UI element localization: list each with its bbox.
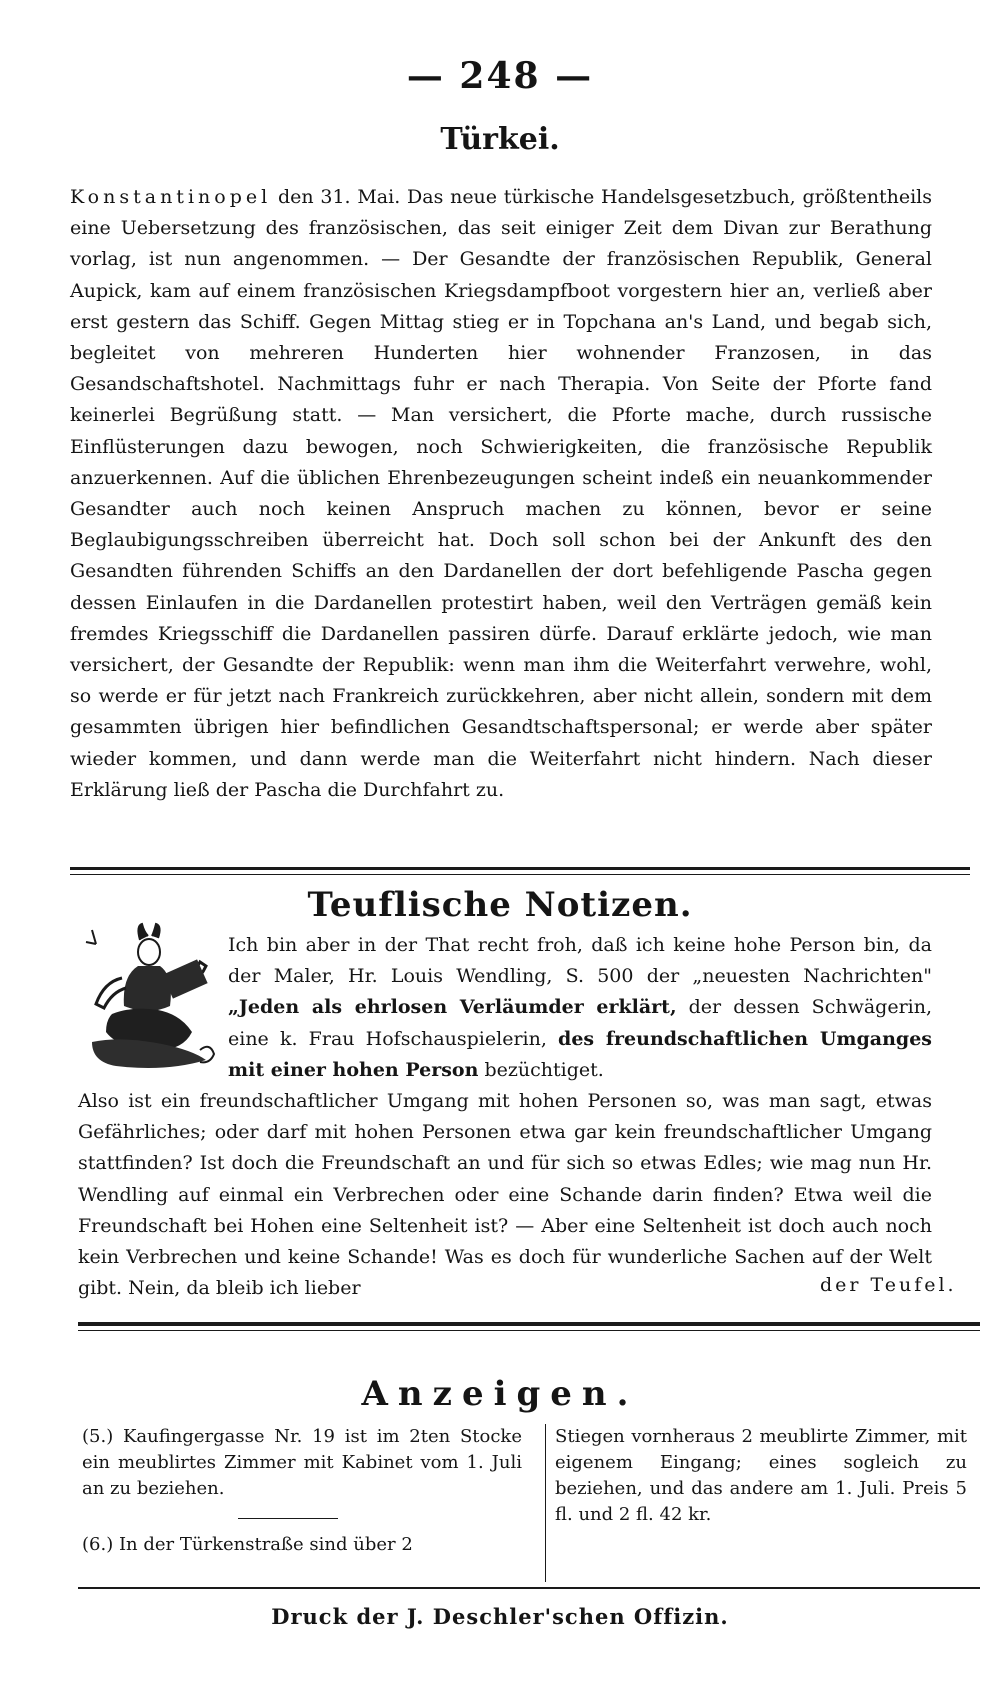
section-divider [70, 867, 970, 870]
notizen-paragraph-2: Also ist ein freundschaftlicher Umgang mit hohen Personen so, was man sagt, etwas Gefährliches; oder darf mit hohen Personen etwa gar kein freundschaftlicher Umgang stattfinden? Ist doch die Freundschaft an und für sich so etwas Edles; wie mag nun Hr. Wendling auf einmal ein Verbrechen oder eine Schande darin finden? Etwa weil die Freundschaft bei Hohen eine Seltenheit ist? — Aber eine Seltenheit ist doch auch noch kein Verbrechen und keine Schande! Was es doch für wunderliche Sachen auf der Welt gibt. Nein, da bleib ich lieber [78, 1090, 932, 1300]
ad-separator [238, 1518, 338, 1519]
section-divider-2 [78, 1322, 980, 1326]
section-heading-tuerkei: Türkei. [440, 122, 560, 157]
devil-vignette-icon [82, 922, 217, 1072]
notizen-signature: der Teufel. [820, 1274, 957, 1296]
section-heading-notizen: Teuflische Notizen. [307, 885, 693, 925]
section-divider-2-thin [78, 1330, 980, 1331]
advertisement-5: (5.) Kaufingergasse Nr. 19 ist im 2ten Stocke ein meublirtes Zimmer mit Kabinet vom 1. Juli an zu beziehen. [82, 1426, 522, 1499]
notizen-emphasis-2: des freundschaftlichen Umganges mit einer hohen Person [228, 1027, 932, 1081]
column-divider [545, 1424, 546, 1582]
printer-imprint: Druck der J. Deschler'schen Offizin. [271, 1604, 729, 1629]
section-heading-anzeigen: Anzeigen. [361, 1374, 639, 1414]
advertisement-6-continued: Stiegen vornheraus 2 meublirte Zimmer, mit eigenem Eingang; eines sogleich zu beziehen, und das andere am 1. Juli. Preis 5 fl. und 2 fl. 42 kr. [555, 1426, 967, 1525]
page-number: — 248 — [406, 55, 594, 97]
article-dateline: Konstantinopel [70, 186, 272, 208]
footer-divider [78, 1587, 980, 1589]
notizen-text-a: Ich bin aber in der That recht froh, daß ich keine hohe Person bin, da der Maler, Hr. Louis Wendling, S. 500 der „neuesten Nachrichten" [228, 934, 932, 988]
notizen-paragraph-1 [228, 930, 932, 1086]
article-konstantinopel [70, 182, 932, 806]
notizen-text-b: der dessen Schwägerin, eine k. Frau Hofschauspielerin, [228, 996, 933, 1050]
notizen-emphasis-1: „Jeden als ehrlosen Verläumder erklärt, [228, 996, 677, 1019]
advertisement-6: (6.) In der Türkenstraße sind über 2 [82, 1534, 413, 1555]
article-body: den 31. Mai. Das neue türkische Handelsgesetzbuch, größtentheils eine Uebersetzung des französischen, das seit einiger Zeit dem Divan zur Berathung vorlag, ist nun angenommen. — Der Gesandte der französischen Republik, General Aupick, kam auf einem französischen Kriegsdampfboot vorgestern hier an, verließ aber erst gestern das Schiff. Gegen Mittag stieg er in Topchana an's Land, und begab sich, begleitet von mehreren Hunderten hier wohnender Franzosen, in das Gesandschaftshotel. Nachmittags fuhr er nach Therapia. Von Seite der Pforte fand keinerlei Begrüßung statt. — Man versichert, die Pforte mache, durch russische Einflüsterungen dazu bewogen, noch Schwierigkeiten, die französische Republik anzuerkennen. Auf die üblichen Ehrenbezeugungen scheint indeß ein neuankommender Gesandter auch noch keinen Anspruch machen zu können, bevor er seine Beglaubigungsschreiben überreicht hat. Doch soll schon bei der Ankunft des den Gesandten führenden Schiffs an den Dardanellen der dort befehligende Pascha gegen dessen Einlaufen in die Dardanellen protestirt haben, weil den Verträgen gemäß kein fremdes Kriegsschiff die Dardanellen passiren dürfe. Darauf erklärte jedoch, wie man versichert, der Gesandte der Republik: wenn man ihm die Weiterfahrt verwehre, wohl, so werde er für jetzt nach Frankreich zurückkehren, aber nicht allein, sondern mit dem gesammten übrigen hier befindlichen Gesandtschaftspersonal; er werde aber später wieder kommen, und dann werde man die Weiterfahrt nicht hindern. Nach dieser Erklärung ließ der Pascha die Durchfahrt zu. [70, 186, 932, 801]
section-divider-thin [70, 874, 970, 875]
notizen-text-c: bezüchtiget. [478, 1058, 604, 1081]
